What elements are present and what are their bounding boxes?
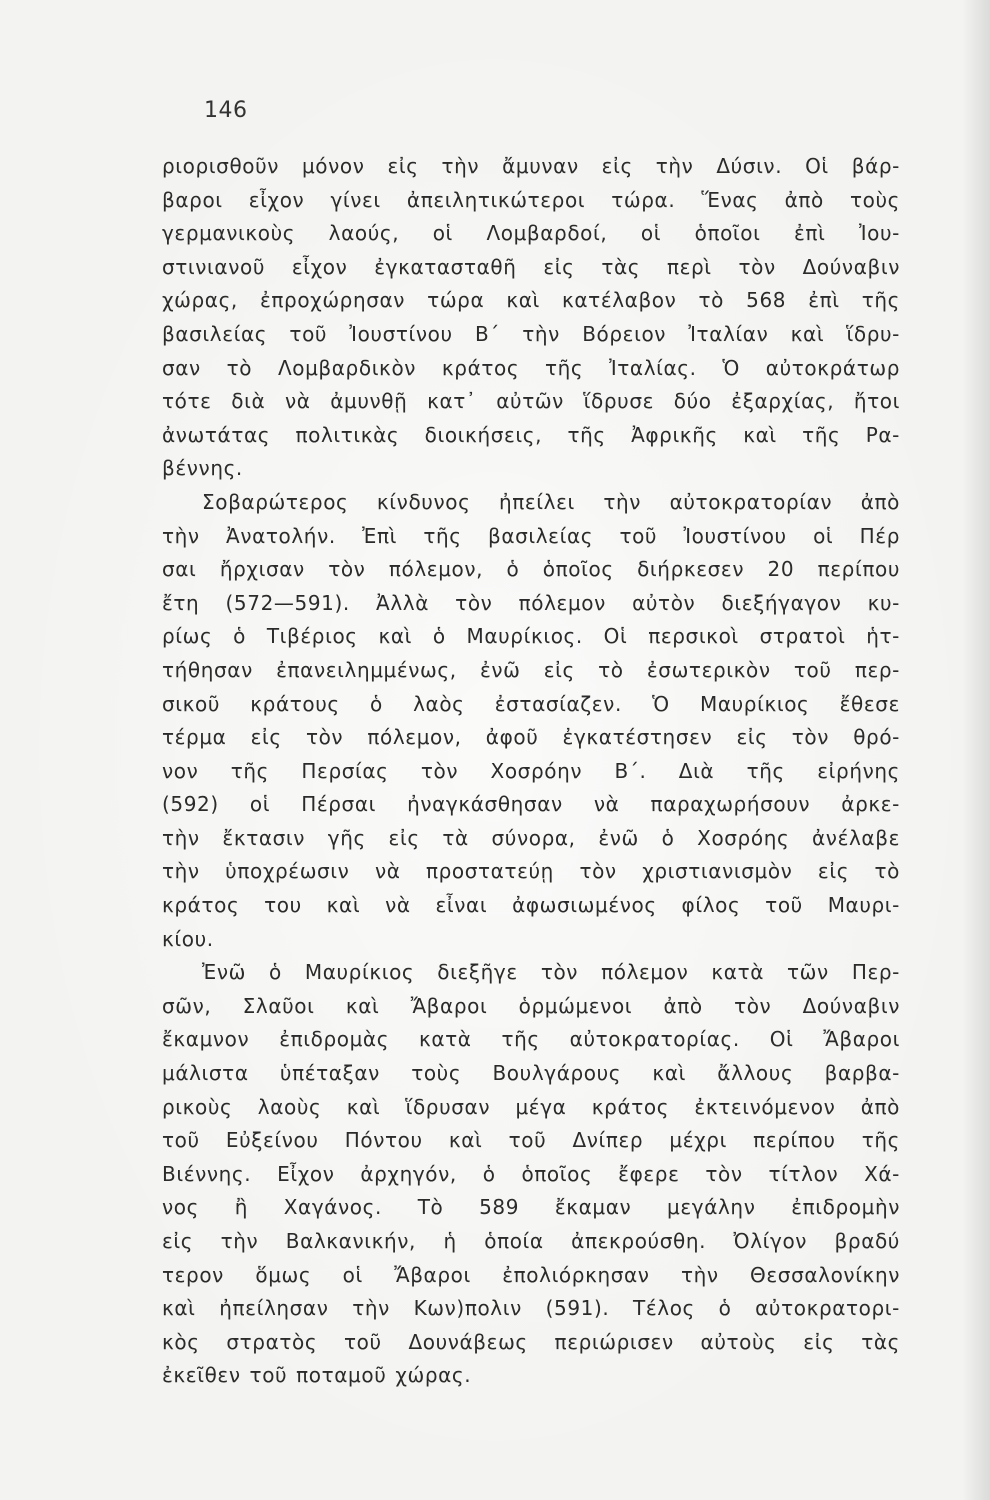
text-line: τότε διὰ νὰ ἀμυνθῇ κατ᾽ αὐτῶν ἵδρυσε δύο ἐξαρχίας, ἤτοι [162,389,900,414]
text-line: κὸς στρατὸς τοῦ Δουνάβεως περιώρισεν αὐτοὺς εἰς τὰς [162,1329,900,1354]
text-line: τὴν ἔκτασιν γῆς εἰς τὰ σύνορα, ἐνῶ ὁ Χοσρόης ἀνέλαβε [162,825,900,850]
text-line: βαροι εἶχον γίνει ἀπειλητικώτεροι τώρα. Ἕνας ἀπὸ τοὺς [162,187,900,212]
text-line: σῶν, Σλαῦοι καὶ Ἄβαροι ὁρμώμενοι ἀπὸ τὸν Δούναβιν [162,993,900,1018]
text-line: ἔτη (572—591). Ἀλλὰ τὸν πόλεμον αὐτὸν διεξήγαγον κυ- [162,590,900,615]
text-line: ρίως ὁ Τιβέριος καὶ ὁ Μαυρίκιος. Οἱ περσικοὶ στρατοὶ ἡτ- [162,624,900,649]
text-line: (592) οἱ Πέρσαι ἠναγκάσθησαν νὰ παραχωρήσουν ἀρκε- [162,792,900,817]
text-line: μάλιστα ὑπέταξαν τοὺς Βουλγάρους καὶ ἄλλους βαρβα- [162,1061,900,1086]
text-line: τὴν ὑποχρέωσιν νὰ προστατεύῃ τὸν χριστιανισμὸν εἰς τὸ [162,859,900,884]
text-line: νος ἢ Χαγάνος. Τὸ 589 ἔκαμαν μεγάλην ἐπιδρομὴν [162,1195,900,1220]
text-line: κράτος του καὶ νὰ εἶναι ἀφωσιωμένος φίλος τοῦ Μαυρι- [162,893,900,918]
text-line: χώρας, ἐπροχώρησαν τώρα καὶ κατέλαβον τὸ 568 ἐπὶ τῆς [162,288,900,313]
text-line: σικοῦ κράτους ὁ λαὸς ἐστασίαζεν. Ὁ Μαυρίκιος ἔθεσε [162,691,900,716]
text-line: σαν τὸ Λομβαρδικὸν κράτος τῆς Ἰταλίας. Ὁ αὐτοκράτωρ [162,355,900,380]
text-line: τὴν Ἀνατολήν. Ἐπὶ τῆς βασιλείας τοῦ Ἰουστίνου οἱ Πέρ [162,523,900,548]
text-line: σαι ἤρχισαν τὸν πόλεμον, ὁ ὁποῖος διήρκεσεν 20 περίπου [162,557,900,582]
page-edge-shadow [962,0,990,1500]
text-line: Ἐνῶ ὁ Μαυρίκιος διεξῆγε τὸν πόλεμον κατὰ τῶν Περ- [202,960,900,985]
body-text [162,150,900,1393]
text-line: τέρμα εἰς τὸν πόλεμον, ἀφοῦ ἐγκατέστησεν εἰς τὸν θρό- [162,725,900,750]
text-line: ἀνωτάτας πολιτικὰς διοικήσεις, τῆς Ἀφρικῆς καὶ τῆς Ρα- [162,422,900,447]
text-line: Βιέννης. Εἶχον ἀρχηγόν, ὁ ὁποῖος ἔφερε τὸν τίτλον Χά- [162,1161,900,1186]
text-line: Σοβαρώτερος κίνδυνος ἠπείλει τὴν αὐτοκρατορίαν ἀπὸ [202,489,900,514]
text-line: ἐκεῖθεν τοῦ ποταμοῦ χώρας. [162,1363,472,1388]
text-line: νον τῆς Περσίας τὸν Χοσρόην Β΄. Διὰ τῆς εἰρήνης [162,758,900,783]
text-line: ρικοὺς λαοὺς καὶ ἵδρυσαν μέγα κράτος ἐκτεινόμενον ἀπὸ [162,1094,900,1119]
text-line: βασιλείας τοῦ Ἰουστίνου Β΄ τὴν Βόρειον Ἰταλίαν καὶ ἵδρυ- [162,321,900,346]
text-line: εἰς τὴν Βαλκανικήν, ἡ ὁποία ἀπεκρούσθη. Ὀλίγον βραδύ [162,1229,900,1253]
text-line: κίου. [162,926,214,951]
text-line: τερον ὅμως οἱ Ἄβαροι ἐπολιόρκησαν τὴν Θεσσαλονίκην [162,1262,900,1287]
text-line: ριορισθοῦν μόνον εἰς τὴν ἄμυναν εἰς τὴν Δύσιν. Οἱ βάρ- [162,154,900,178]
text-line: τήθησαν ἐπανειλημμένως, ἐνῶ εἰς τὸ ἐσωτερικὸν τοῦ περ- [162,657,900,682]
page-number: 146 [204,98,248,123]
text-line: βέννης. [162,456,243,481]
text-line: τοῦ Εὐξείνου Πόντου καὶ τοῦ Δνίπερ μέχρι περίπου τῆς [162,1128,900,1153]
text-line: καὶ ἠπείλησαν τὴν Κων)πολιν (591). Τέλος ὁ αὐτοκρατορι- [162,1296,900,1321]
text-line: ἔκαμνον ἐπιδρομὰς κατὰ τῆς αὐτοκρατορίας. Οἱ Ἄβαροι [162,1027,900,1052]
text-line: στινιανοῦ εἶχον ἐγκατασταθῆ εἰς τὰς περὶ τὸν Δούναβιν [162,254,900,279]
text-line: γερμανικοὺς λαούς, οἱ Λομβαρδοί, οἱ ὁποῖοι ἐπὶ Ἰου- [162,221,900,246]
